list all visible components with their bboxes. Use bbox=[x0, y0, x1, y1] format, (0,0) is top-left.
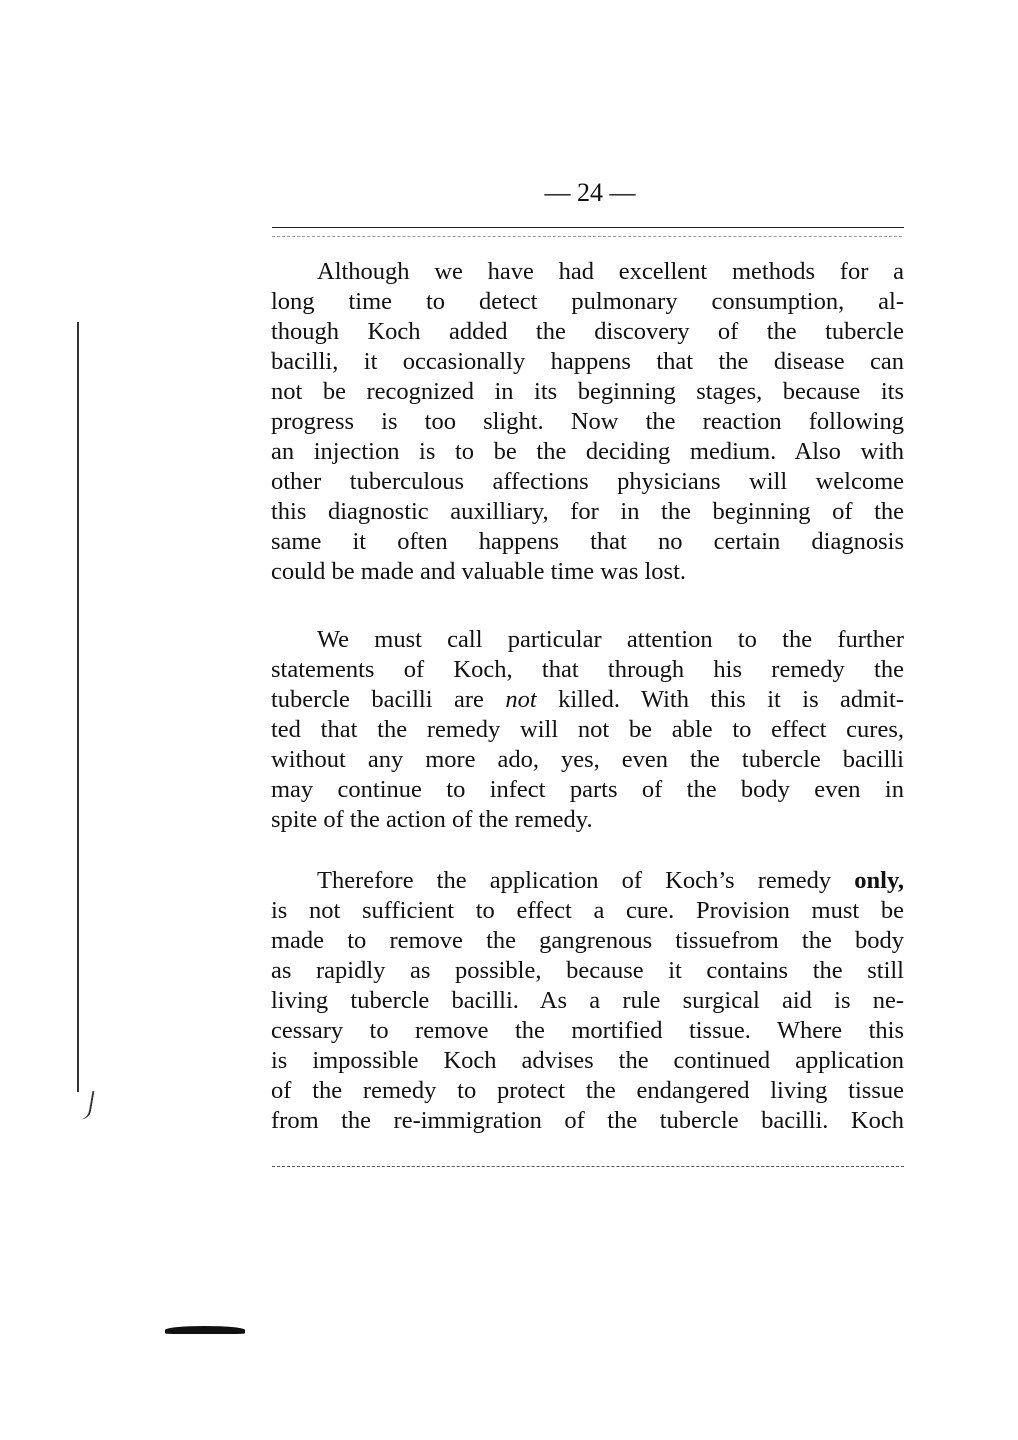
text-segment: Therefore the application of Koch’s remedy bbox=[317, 867, 855, 894]
text-segment: killed. With this it is admit- bbox=[536, 686, 905, 713]
text-line: of the remedy to protect the endangered living tissue bbox=[271, 1077, 904, 1104]
text-line: spite of the action of the remedy. bbox=[271, 806, 593, 833]
text-line: not be recognized in its beginning stages, because its bbox=[271, 378, 904, 405]
text-line: is impossible Koch advises the continued application bbox=[271, 1047, 904, 1074]
paragraph-3 bbox=[271, 866, 904, 1136]
text-line: without any more ado, yes, even the tubercle bacilli bbox=[271, 746, 904, 773]
text-line: other tuberculous affections physicians will welcome bbox=[271, 468, 904, 495]
paragraph-2 bbox=[271, 625, 904, 835]
text-line: though Koch added the discovery of the tubercle bbox=[271, 318, 904, 345]
text-line: as rapidly as possible, because it contains the still bbox=[271, 957, 904, 984]
text-line: an injection is to be the deciding medium. Also with bbox=[271, 438, 904, 465]
text-line: cessary to remove the mortified tissue. Where this bbox=[271, 1017, 904, 1044]
header-rule bbox=[272, 227, 904, 228]
text-line: living tubercle bacilli. As a rule surgical aid is ne- bbox=[271, 987, 904, 1014]
text-line: bacilli, it occasionally happens that the disease can bbox=[271, 348, 904, 375]
text-line: ted that the remedy will not be able to effect cures, bbox=[271, 716, 904, 743]
footer-rule bbox=[272, 1166, 904, 1167]
header-rule-faint bbox=[272, 236, 902, 237]
text-line: progress is too slight. Now the reaction following bbox=[271, 408, 904, 435]
paragraph-1 bbox=[271, 257, 904, 587]
text-line: is not sufficient to effect a cure. Provision must be bbox=[271, 897, 904, 924]
text-line: long time to detect pulmonary consumption, al- bbox=[271, 288, 904, 315]
text-line: this diagnostic auxilliary, for in the beginning of the bbox=[271, 498, 904, 525]
text-line bbox=[271, 685, 904, 715]
text-line: could be made and valuable time was lost. bbox=[271, 558, 687, 585]
emphasis-bold: only, bbox=[854, 867, 904, 894]
text-line: may continue to infect parts of the body even in bbox=[271, 776, 904, 803]
binding-margin-hook bbox=[77, 1089, 94, 1121]
page-number: — 24 — bbox=[544, 178, 636, 207]
binding-margin-line bbox=[77, 322, 79, 1092]
emphasis-italic: not bbox=[505, 686, 537, 713]
text-line: statements of Koch, that through his remedy the bbox=[271, 656, 904, 683]
text-line: made to remove the gangrenous tissuefrom the body bbox=[271, 927, 904, 954]
text-line: We must call particular attention to the further bbox=[317, 626, 904, 653]
text-line: Although we have had excellent methods for a bbox=[317, 258, 904, 285]
text-line: from the re-immigration of the tubercle bacilli. Koch bbox=[271, 1107, 904, 1134]
text-segment: tubercle bacilli are bbox=[271, 686, 506, 713]
ink-blot bbox=[165, 1326, 245, 1334]
text-line: same it often happens that no certain diagnosis bbox=[271, 528, 904, 555]
text-line bbox=[271, 866, 904, 896]
